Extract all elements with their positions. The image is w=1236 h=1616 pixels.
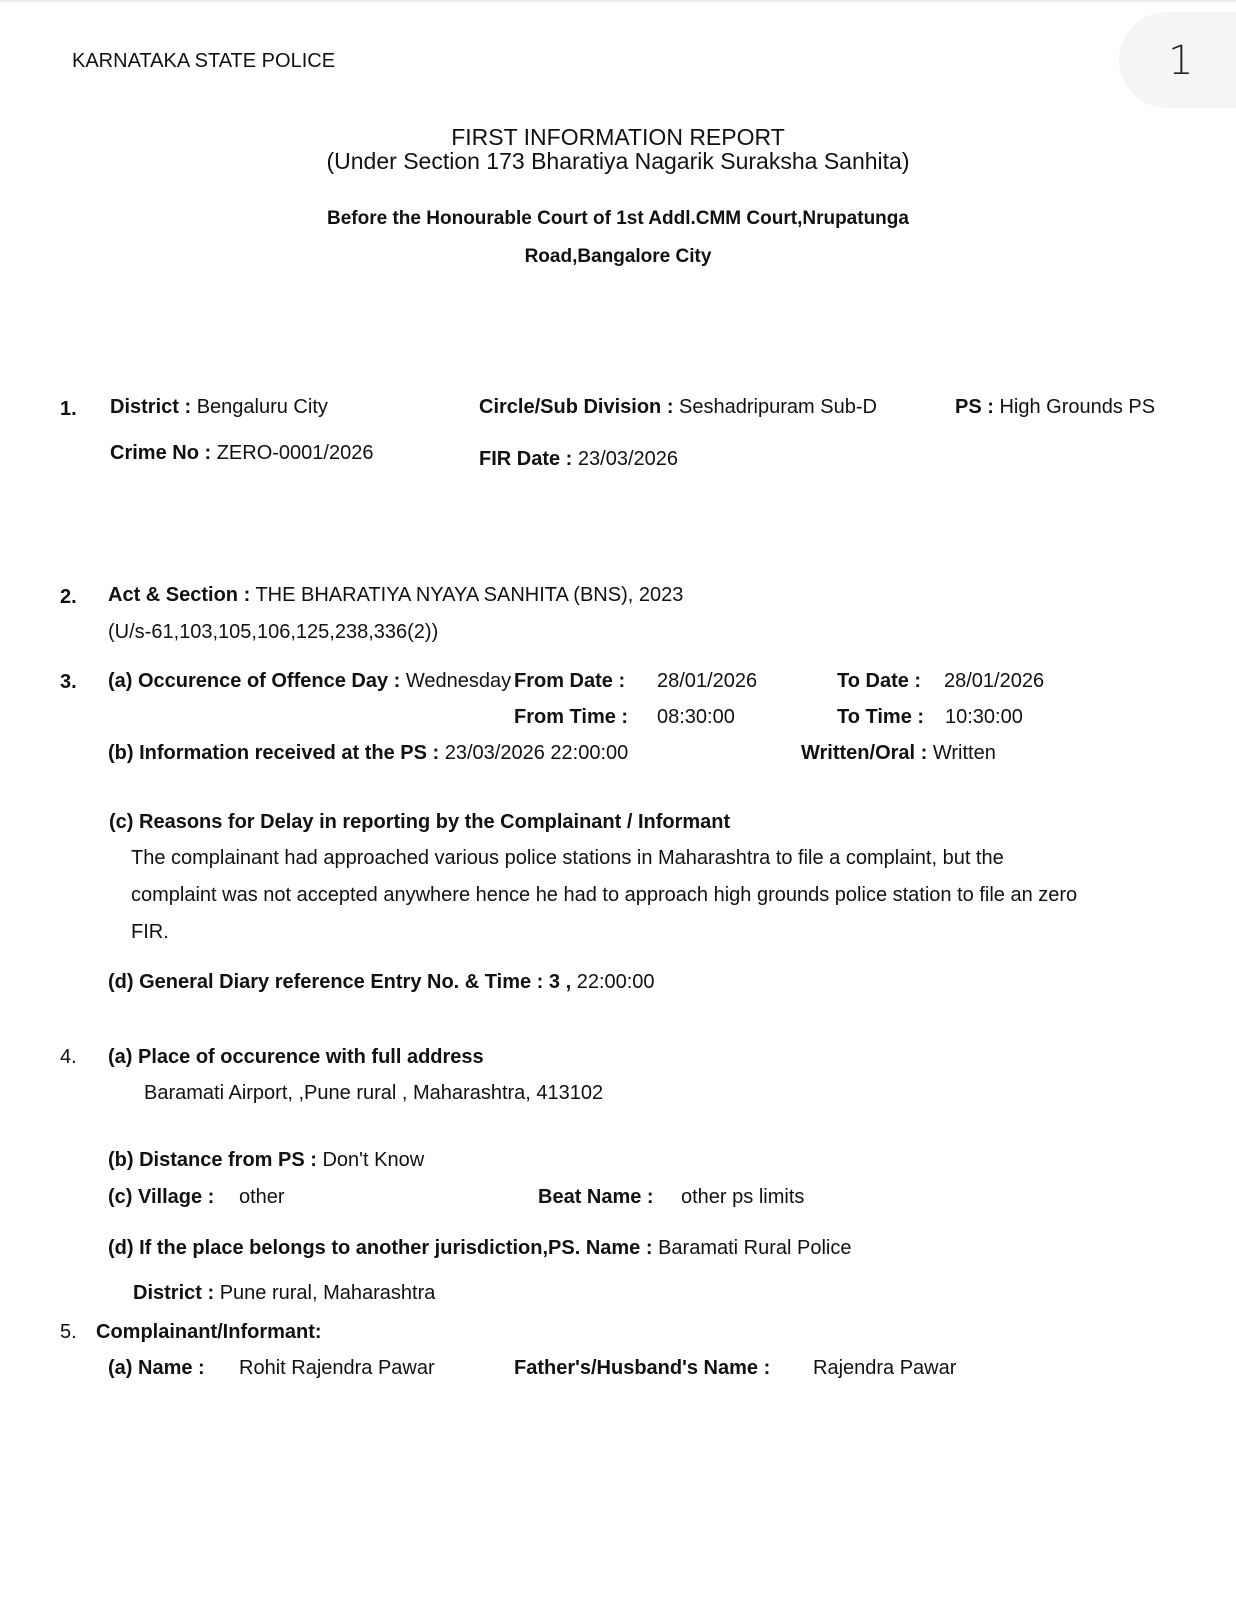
page-number: 1 — [1168, 38, 1194, 84]
jurisdiction-field — [108, 1237, 852, 1260]
act-value: THE BHARATIYA NYAYA SANHITA (BNS), 2023 — [255, 584, 684, 606]
father-name-label: Father's/Husband's Name : — [514, 1357, 771, 1379]
delay-reason-line-2: complaint was not accepted anywhere hence he had to approach high grounds police station to file an zero — [131, 884, 1078, 906]
delay-reason-line-1: The complainant had approached various police stations in Maharashtra to file a complaint, but the — [131, 847, 1004, 869]
fir-date-label: FIR Date : — [479, 448, 573, 470]
top-border — [0, 0, 1236, 2]
district-label: District : — [110, 396, 192, 418]
beat-name-value: other ps limits — [681, 1186, 805, 1208]
other-district-field — [133, 1282, 435, 1305]
name-label: (a) Name : — [108, 1357, 205, 1379]
crime-no-label: Crime No : — [110, 442, 212, 464]
from-date-label: From Date : — [514, 670, 626, 692]
written-oral-value: Written — [932, 742, 996, 764]
written-oral-field — [801, 742, 996, 765]
fir-date-field — [479, 448, 678, 471]
section-3-number: 3. — [60, 671, 77, 693]
delay-reason-label: (c) Reasons for Delay in reporting by the Complainant / Informant — [109, 811, 731, 833]
complainant-heading: Complainant/Informant: — [96, 1321, 322, 1343]
from-date-value: 28/01/2026 — [657, 670, 758, 692]
act-sections: (U/s-61,103,105,106,125,238,336(2)) — [108, 621, 439, 643]
general-diary-time: 22:00:00 — [576, 971, 655, 993]
to-date-label: To Date : — [837, 670, 922, 692]
section-2-number: 2. — [60, 586, 77, 608]
fir-date-value: 23/03/2026 — [577, 448, 679, 470]
district-field — [110, 396, 328, 419]
place-label: (a) Place of occurence with full address — [108, 1046, 484, 1068]
to-time-label: To Time : — [837, 706, 925, 728]
written-oral-label: Written/Oral : — [801, 742, 928, 764]
general-diary-label: (d) General Diary reference Entry No. & Time : — [108, 971, 544, 993]
circle-label: Circle/Sub Division : — [479, 396, 674, 418]
report-title: FIRST INFORMATION REPORT — [451, 124, 785, 150]
general-diary-entry: 3 , — [548, 971, 572, 993]
jurisdiction-label: (d) If the place belongs to another jurisdiction,PS. Name : — [108, 1237, 653, 1259]
info-received-label: (b) Information received at the PS : — [108, 742, 440, 764]
act-field — [108, 584, 683, 607]
circle-field — [479, 396, 877, 419]
district-value: Bengaluru City — [196, 396, 328, 418]
jurisdiction-value: Baramati Rural Police — [658, 1237, 852, 1259]
org-name: KARNATAKA STATE POLICE — [72, 50, 336, 72]
ps-label: PS : — [955, 396, 994, 418]
other-district-value: Pune rural, Maharashtra — [219, 1282, 436, 1304]
section-5-number: 5. — [60, 1321, 77, 1343]
circle-value: Seshadripuram Sub-D — [679, 396, 877, 418]
delay-reason-line-3: FIR. — [131, 921, 169, 943]
report-subtitle: (Under Section 173 Bharatiya Nagarik Suraksha Sanhita) — [326, 148, 910, 174]
place-value: Baramati Airport, ,Pune rural , Maharashtra, 413102 — [144, 1082, 604, 1104]
ps-field — [955, 396, 1155, 419]
ps-value: High Grounds PS — [999, 396, 1156, 418]
offence-day-label: (a) Occurence of Offence Day : — [108, 670, 401, 692]
info-received-field — [108, 742, 628, 765]
name-value: Rohit Rajendra Pawar — [239, 1357, 435, 1379]
offence-day-value: Wednesday — [405, 670, 512, 692]
distance-value: Don't Know — [322, 1149, 425, 1171]
to-time-value: 10:30:00 — [945, 706, 1023, 728]
crime-no-value: ZERO-0001/2026 — [216, 442, 374, 464]
general-diary-field — [108, 971, 655, 994]
from-time-value: 08:30:00 — [657, 706, 735, 728]
beat-name-label: Beat Name : — [538, 1186, 654, 1208]
crime-no-field — [110, 442, 373, 465]
village-label: (c) Village : — [108, 1186, 215, 1208]
act-label: Act & Section : — [108, 584, 251, 606]
village-value: other — [239, 1186, 285, 1208]
section-1-number: 1. — [60, 398, 77, 420]
offence-day-field — [108, 670, 511, 693]
father-name-value: Rajendra Pawar — [813, 1357, 957, 1379]
court-line-1: Before the Honourable Court of 1st Addl.CMM Court,Nrupatunga — [327, 208, 909, 229]
to-date-value: 28/01/2026 — [944, 670, 1045, 692]
distance-label: (b) Distance from PS : — [108, 1149, 317, 1171]
info-received-value: 23/03/2026 22:00:00 — [444, 742, 629, 764]
court-line-2: Road,Bangalore City — [524, 246, 712, 267]
section-4-number: 4. — [60, 1046, 77, 1068]
distance-field — [108, 1149, 424, 1172]
other-district-label: District : — [133, 1282, 215, 1304]
from-time-label: From Time : — [514, 706, 629, 728]
